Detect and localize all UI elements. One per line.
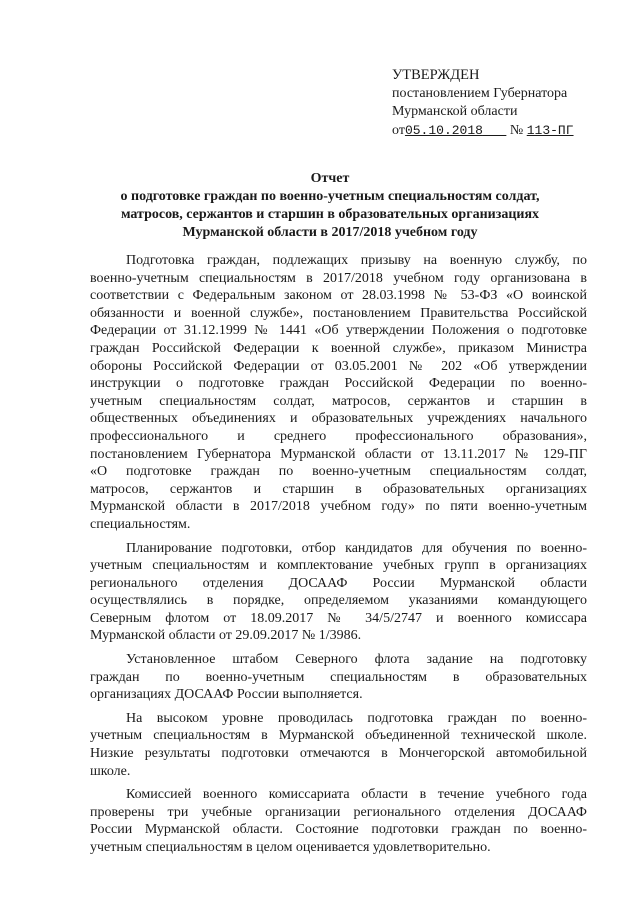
paragraph-line: профессионального и среднего профессионального образования», [90, 428, 587, 444]
paragraph-line: «О подготовке граждан по военно-учетным специальностям солдат, [90, 464, 587, 480]
approval-stamp [392, 66, 574, 140]
paragraph-line: организациях ДОСААФ России выполняется. [90, 687, 363, 703]
paragraph-line: Комиссией военного комиссариата области в течение учебного года [126, 787, 587, 803]
date-prefix: от [392, 122, 405, 138]
paragraph [90, 540, 587, 646]
title-line-2: о подготовке граждан по военно-учетным специальностям солдат, [120, 189, 540, 204]
paragraph-line: Мурманской области в 2017/2018 учебном году» по пяти военно-учетным [90, 499, 587, 515]
paragraph-line: граждан Российской Федерации к военной службе», приказом Министра [90, 340, 587, 356]
paragraph-line: обязанности и военной службе», постановлением Правительства Российской [90, 305, 587, 321]
document-body [90, 252, 587, 857]
approval-date-line [392, 122, 574, 141]
title-line-1: Отчет [310, 171, 350, 186]
approval-heading: УТВЕРЖДЕН [392, 67, 480, 83]
approval-line-2: Мурманской области [392, 104, 518, 119]
paragraph-line: учетным специальностям и комплектование учебных групп в организациях [90, 558, 587, 574]
paragraph-line: осуществлялись в порядке, определяемом указаниями командующего [90, 593, 587, 609]
paragraph-line: соответствии с Федеральным законом от 28.03.1998 № 53-ФЗ «О воинской [90, 288, 587, 304]
paragraph-line: Установленное штабом Северного флота задание на подготовку [126, 652, 587, 668]
paragraph-line: специальностям. [90, 516, 191, 532]
paragraph-line: учетным специальностям солдат, матросов, сержантов и старшин в [90, 393, 587, 409]
paragraph-line: школе. [90, 763, 131, 779]
paragraph [90, 252, 587, 534]
approval-number: 113-ПГ [526, 122, 574, 138]
paragraph [90, 710, 587, 780]
paragraph-line: На высоком уровне проводилась подготовка граждан по военно- [126, 710, 587, 726]
paragraph-line: инструкции о подготовке граждан Российской Федерации по военно- [90, 376, 587, 392]
paragraph-line: Мурманской области от 29.09.2017 № 1/3986. [90, 628, 362, 644]
document-title [60, 170, 600, 242]
number-prefix: № [509, 122, 524, 138]
title-line-4: Мурманской области в 2017/2018 учебном году [182, 225, 478, 240]
paragraph-line: Северным флотом от 18.09.2017 № 34/5/2747 и военного комиссара [90, 610, 587, 626]
paragraph-line: проверены три учебные организации регионального отделения ДОСААФ [90, 804, 587, 820]
paragraph-line: Низкие результаты подготовки отмечаются в Мончегорской автомобильной [90, 746, 587, 762]
paragraph-line: общественных объединениях и образовательных учреждениях начального [90, 411, 587, 427]
paragraph-line: учетным специальностям в Мурманской объединенной технической школе. [90, 728, 587, 744]
approval-line-1: постановлением Губернатора [392, 85, 568, 101]
paragraph [90, 651, 587, 704]
paragraph-line: матросов, сержантов и старшин в образовательных организациях [90, 481, 587, 497]
paragraph-line: постановлением Губернатора Мурманской области от 13.11.2017 № 129-ПГ [90, 446, 587, 462]
paragraph-line: Федерации от 31.12.1999 № 1441 «Об утверждении Положения о подготовке [90, 323, 587, 339]
paragraph-line: военно-учетным специальностям в 2017/2018 учебном году организована в [90, 270, 587, 286]
paragraph [90, 786, 587, 856]
paragraph-line: регионального отделения ДОСААФ России Мурманской области [90, 575, 587, 591]
paragraph-line: граждан по военно-учетным специальностям в образовательных [90, 669, 587, 685]
paragraph-line: Планирование подготовки, отбор кандидатов для обучения по военно- [126, 540, 587, 556]
title-line-3: матросов, сержантов и старшин в образовательных организациях [120, 207, 540, 222]
approval-date: 05.10.2018 [404, 122, 483, 138]
paragraph-line: Подготовка граждан, подлежащих призыву на военную службу, по [126, 253, 587, 268]
paragraph-line: России Мурманской области. Состояние подготовки граждан по военно- [90, 822, 587, 838]
paragraph-line: учетным специальностям в целом оценивается удовлетворительно. [90, 840, 491, 855]
paragraph-line: обороны Российской Федерации от 03.05.2001 № 202 «Об утверждении [90, 358, 587, 374]
